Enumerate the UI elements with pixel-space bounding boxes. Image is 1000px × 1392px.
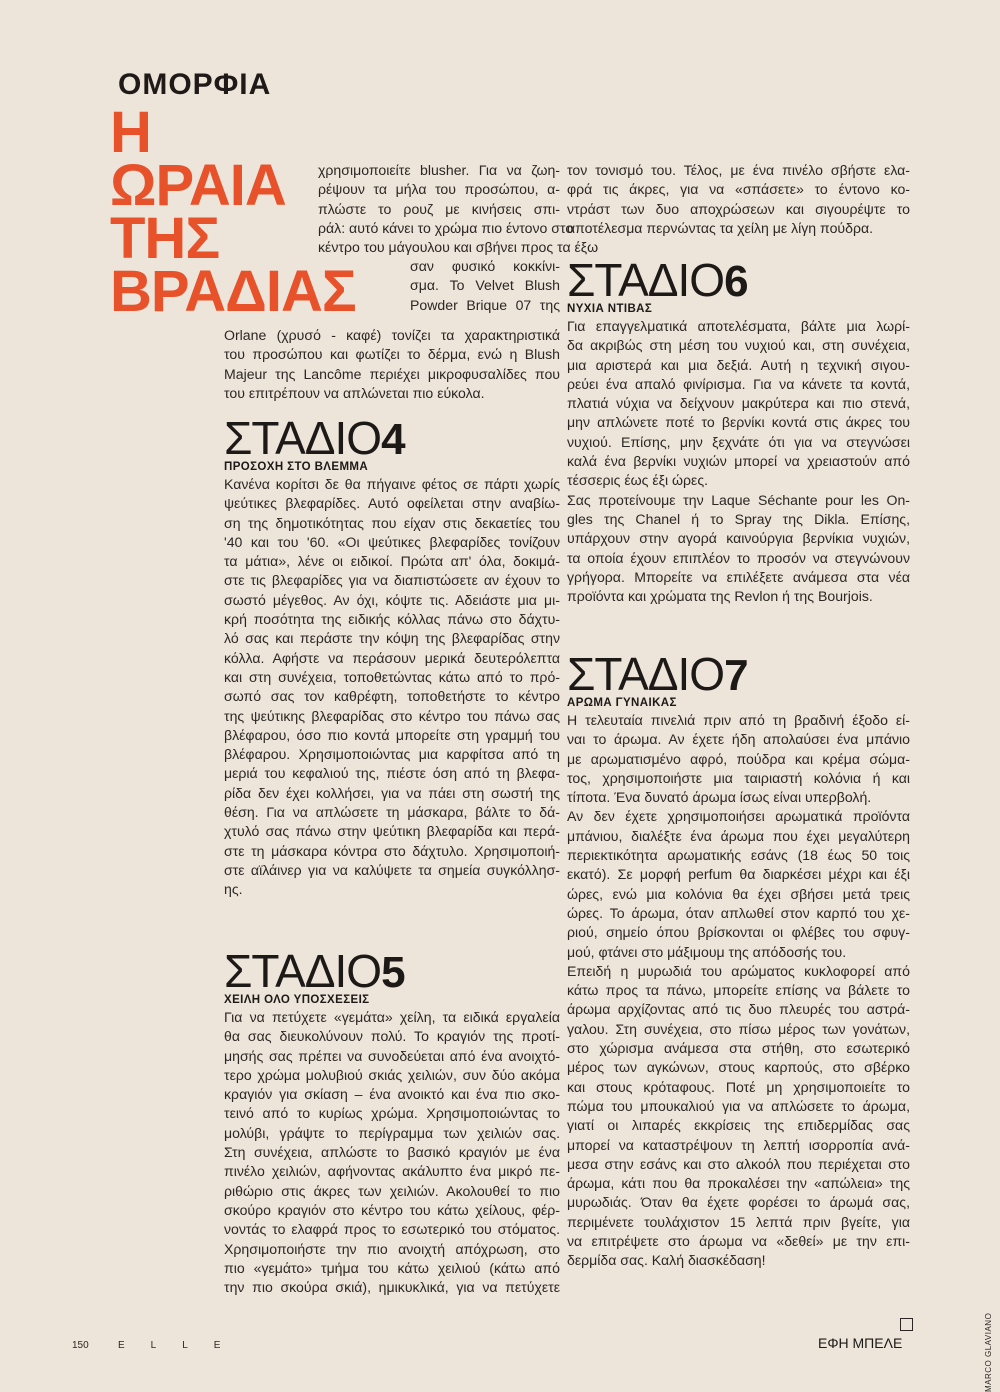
text-line: μησής σας πρέπει να συνοδεύεται από ένα ανοιχτό- (224, 1047, 560, 1064)
stage6-subtitle: ΝΥΧΙΑ ΝΤΙΒΑΣ (567, 303, 653, 315)
stage5-word: ΣΤΑΔΙΟ (224, 945, 382, 997)
text-line: ριού, σημείο όπου βρίσκονται οι φλέβες του σφυγ- (567, 924, 910, 941)
text-line: μολύβι, γράψτε το περίγραμμα των χειλιών σας. (224, 1124, 560, 1141)
text-line: πώμα του μπουκαλιού για να απλώσετε το άρωμα, (567, 1097, 910, 1114)
text-line: δερμίδα σας. Καλή διασκέδαση! (567, 1252, 766, 1269)
text-line: περιμένετε τουλάχιστον 15 λεπτά πριν βγείτε, για (567, 1213, 910, 1230)
photo-credit: MARCO GLAVIANO (984, 1312, 993, 1392)
text-line: στε τις βλεφαρίδες για να διαπιστώσετε αν έχουν το (224, 572, 560, 589)
text-line: τερο χρώμα μολυβιού σκιάς χειλιών, συν δύο ακόμα (224, 1066, 560, 1083)
text-line: στο χώρισμα ανάμεσα στα στήθη, στο εσωτερικό (567, 1040, 910, 1057)
stage5-number: 5 (381, 948, 406, 997)
text-line: σαν φυσικό κοκκίνι- (410, 258, 560, 274)
text-line: Για να πετύχετε «γεμάτα» χείλη, τα ειδικά εργαλεία (224, 1009, 560, 1025)
text-line: στε τη μάσκαρα κόντρα στο δάχτυλο. Χρησιμοποιή- (224, 842, 560, 859)
text-line: να επιτρέψετε στο άρωμα να «δεθεί» με την επι- (567, 1233, 910, 1250)
text-line: ρίδα δεν έχει κολλήσει, για να πάει στη σωστή της (224, 784, 560, 801)
text-line: υπάρχουν στην αγορά καινούργια βερνίκια νυχιών, (567, 530, 910, 547)
text-line: θέση. Για να απλώσετε τη μάσκαρα, βάλτε το δά- (224, 804, 560, 821)
text-line: τεινό από το κυρίως χρώμα. Χρησιμοποιώντας το (224, 1105, 560, 1122)
text-line: νοντάς το ελαφρά προς το εσωτερικό του στόματος. (224, 1221, 560, 1238)
text-line: βλέφαρου, όσο πιο κοντά μπορείτε στη γραμμή του (224, 726, 560, 743)
text-line: και στους κρόταφους. Ποτέ μη χρησιμοποιείτε το (567, 1078, 910, 1095)
text-line: σωστό μέγεθος. Αν όχι, κόψτε τις. Αδειάστε μια μι- (224, 591, 560, 608)
stage6-heading (567, 254, 910, 306)
text-line: ρέψουν τα μήλα του προσώπου, α- (318, 181, 560, 198)
text-line: μού, φτάνει στο μάξιμουμ της απόδοσής του. (567, 943, 847, 960)
text-line: Χρησιμοποιήστε την πιο ανοιχτή απόχρωση, στο (224, 1240, 560, 1257)
stage5-heading (224, 945, 560, 997)
col1-intro-indent (410, 257, 560, 315)
col1-intro-lower (224, 326, 560, 403)
text-line: μια αριστερά και μια δεξιά. Αυτή η τεχνική σιγου- (567, 356, 910, 373)
text-line: Majeur της Lancôme περιέχει μικροφυσαλίδες που (224, 365, 560, 382)
text-line: και στη συνέχεια, τοποθετώντας κάτω από το πρό- (224, 668, 560, 685)
text-line: κέντρο του μάγουλου και σβήνει προς τα έξω (318, 239, 599, 256)
stage4-number: 4 (381, 415, 406, 464)
text-line: πλώστε το ρουζ με κινήσεις σπι- (318, 200, 560, 217)
headline-line-4: ΒΡΑΔΙΑΣ (110, 259, 356, 324)
text-line: στε αϊλάινερ για να καλύψετε τα σημεία συγκόλλησ- (224, 861, 560, 878)
stage7-word: ΣΤΑΔΙΟ (567, 648, 725, 700)
end-mark-icon (900, 1318, 913, 1331)
section-label: ΟΜΟΡΦΙΑ (118, 68, 272, 101)
stage6-section (567, 252, 910, 606)
text-line: ης. (224, 881, 243, 898)
text-line: της ψεύτικης βλεφαρίδας στο κέντρο του πάνω σας (224, 707, 560, 724)
text-line: κρή ποσότητα της ειδικής κόλλας πάνω στο δάχτυ- (224, 611, 560, 628)
text-line: μεσα στην εσάνς και στο αλκοόλ που περιέχεται στο (567, 1155, 910, 1172)
text-line: τος, χρησιμοποιήστε μια ταιριαστή κολόνια ή και (567, 769, 910, 786)
text-line: θα σας διευκολύνουν πολύ. Το κραγιόν της προτί- (224, 1028, 560, 1045)
text-line: την πιο σκούρα σκιά), ημικυκλικά, για να πετύχετε (224, 1279, 560, 1296)
stage4-word: ΣΤΑΔΙΟ (224, 412, 382, 464)
text-line: ση της δημοτικότητας που είχαν στις δεκαετίες του (224, 514, 560, 531)
text-line: γιατί οι λιπαρές εκκρίσεις της επιδερμίδας σας (567, 1117, 910, 1134)
text-line: προϊόντα και χρώματα της Revlon ή της Bourjois. (567, 588, 873, 605)
headline-line-2: ΩΡΑΙΑ (110, 153, 286, 218)
text-line: του προσώπου και φωτίζει το δέρμα, ενώ η Blush (224, 346, 560, 363)
stage7-subtitle: ΑΡΩΜΑ ΓΥΝΑΙΚΑΣ (567, 697, 677, 709)
text-line: gles της Chanel ή το Spray της Dikla. Επίσης, (567, 510, 910, 527)
text-line: άρωμα, κάτι που θα προκαλέσει την «απώλεια» της (567, 1175, 910, 1192)
text-line: Κανένα κορίτσι δε θα πήγαινε φέτος σε πάρτι χωρίς (224, 476, 560, 492)
text-line: μπορεί να καταστρέψουν τη λεπτή ισορροπία ανά- (567, 1136, 910, 1153)
text-line: περιεκτικότητα αρωματικής εσάνς (18 έως 50 τοις (567, 847, 910, 864)
text-line: χρησιμοποιείτε blusher. Για να ζωη- (318, 162, 560, 178)
col1-intro-upper (318, 161, 599, 257)
text-line: Orlane (χρυσό - καφέ) τονίζει τα χαρακτηριστικά (224, 327, 560, 343)
col2-intro (567, 161, 910, 238)
text-line: μπάνιου, διαλέξτε ένα άρωμα που έχει μεγαλύτερη (567, 827, 910, 844)
text-line: πιο «γεμάτο» τμήμα του κάτω χειλιού (κάτω από (224, 1259, 560, 1276)
text-line: άρωμα αρχίζοντας από τις δυο πλευρές του αστρά- (567, 1001, 910, 1018)
text-line: φρά τις άκρες, για να «σπάσετε» το έντονο κο- (567, 181, 910, 198)
text-line: λό σας και περάστε την κόψη της βλεφαρίδας στην (224, 630, 560, 647)
stage4-section (224, 410, 560, 900)
text-line: τέσσερις έως έξι ώρες. (567, 472, 709, 489)
text-line: σκούρο κραγιόν στο κέντρο του κάτω χείλους, φέρ- (224, 1201, 560, 1218)
text-line: χτυλό σας πάνω στην ψεύτικη βλεφαρίδα και περά- (224, 823, 560, 840)
text-line: πλατιά νύχια να δείχνουν μακρύτερα και πιο στενά, (567, 395, 910, 412)
text-line: κόλλα. Αφήστε να περάσουν μερικά δευτερόλεπτα (224, 649, 560, 666)
text-line: τα οποία έχουν επιπλέον το προσόν να στεγνώνουν (567, 549, 910, 566)
stage7-section (567, 646, 910, 1271)
text-line: Αν δεν έχετε χρησιμοποιήσει αρωματικά προϊόντα (567, 808, 910, 825)
stage6-word: ΣΤΑΔΙΟ (567, 254, 725, 306)
text-line: κάτω προς τα πάνω, μπορείτε επίσης να βάλετε το (567, 982, 910, 999)
text-line: ριθώριο στις άκρες των χειλιών. Ακολουθεί το πιο (224, 1182, 560, 1199)
text-line: Στη συνέχεια, απλώστε το βασικό κραγιόν με ένα (224, 1144, 560, 1161)
text-line: '40 και του '60. «Οι ψεύτικες βλεφαρίδες τονίζουν (224, 533, 560, 550)
text-line: Επειδή η μυρωδιά του αρώματος κυκλοφορεί από (567, 962, 910, 979)
author-byline: ΕΦΗ ΜΠΕΛΕ (818, 1335, 903, 1351)
text-line: ψεύτικες βλεφαρίδες. Αυτό οφείλεται στην αναβίω- (224, 495, 560, 512)
text-line: καλά ένα βερνίκι νυχιών μπορεί να χρειαστούν από (567, 453, 910, 470)
text-line: πινέλο χειλιών, αφήνοντας ακάλυπτο ένα μικρό πε- (224, 1163, 560, 1180)
text-line: μεριά του κεφαλιού της, πιέστε όση από τη βλεφα- (224, 765, 560, 782)
stage7-number: 7 (724, 651, 749, 700)
stage4-subtitle: ΠΡΟΣΟΧΗ ΣΤΟ ΒΛΕΜΜΑ (224, 461, 369, 473)
text-line: με αρωματισμένο αφρό, πούδρα και κρέμα σώμα- (567, 750, 910, 767)
text-line: μυρωδιάς. Όταν θα έχετε φορέσει το άρωμά σας, (567, 1194, 910, 1211)
text-line: γαλου. Στη συνέχεια, στο πίσω μέρος των γονάτων, (567, 1020, 910, 1037)
stage7-heading (567, 648, 910, 700)
text-line: ρεύει ένα απαλό φινίρισμα. Για να κάνετε τα κοντά, (567, 375, 910, 392)
stage5-section (224, 943, 560, 1297)
text-line: σμα. Το Velvet Blush (410, 277, 560, 294)
text-line: Η τελευταία πινελιά πριν από τη βραδινή έξοδο εί- (567, 712, 910, 728)
headline-line-3: ΤΗΣ (110, 206, 220, 271)
text-line: αποτέλεσμα περνώντας τα χείλη με λίγη πούδρα. (567, 219, 874, 236)
text-line: βλέφαρου. Χρησιμοποιώντας μια καρφίτσα από τη (224, 746, 560, 763)
text-line: ώρες, ενώ μια κολόνια θα έχει σβήσει μετά τρεις (567, 885, 910, 902)
text-line: Για επαγγελματικά αποτελέσματα, βάλτε μια λωρί- (567, 318, 910, 334)
text-line: εκατό). Σε μορφή perfum θα διαρκέσει μέχρι και έξι (567, 866, 910, 883)
stage4-heading (224, 412, 560, 464)
stage6-number: 6 (724, 257, 749, 306)
text-line: του επιτρέπουν να απλώνεται πιο εύκολα. (224, 384, 485, 401)
text-line: ώρες. Το άρωμα, όταν απλωθεί στον καρπό του χε- (567, 904, 910, 921)
text-line: μέρος των αγκώνων, στους καρπούς, στο σβέρκο (567, 1059, 910, 1076)
text-line: τον τονισμό του. Τέλος, με ένα πινέλο σβήστε ελα- (567, 162, 910, 178)
text-line: σωπό σας τον καθρέφτη, τοποθετήστε το κέντρο (224, 688, 560, 705)
text-line: γρήγορα. Μπορείτε να επιλέξετε ανάμεσα στα νέα (567, 568, 910, 585)
headline-line-1: Η (110, 100, 151, 165)
text-line: τίποτα. Ένα δυνατό άρωμα ίσως είναι υπερβολή. (567, 789, 872, 806)
stage5-subtitle: ΧΕΙΛΗ ΟΛΟ ΥΠΟΣΧΕΣΕΙΣ (224, 994, 370, 1006)
page-number: 150 (72, 1340, 89, 1351)
text-line: τα μάτια», λένε οι ειδικοί. Πρώτα απ' όλα, δοκιμά- (224, 553, 560, 570)
text-line: ράλ: αυτό κάνει το χρώμα πιο έντονο στο (318, 219, 574, 236)
magazine-name: ELLE (118, 1340, 247, 1351)
text-line: Powder Brique 07 της (410, 296, 560, 313)
text-line: Σας προτείνουμε την Laque Séchante pour les On- (567, 491, 910, 508)
text-line: νυχιού. Επίσης, μην ξεχνάτε ότι για να στεγνώσει (567, 433, 910, 450)
text-line: κραγιόν για σκίαση – ένα ανοικτό και ένα πιο σκο- (224, 1086, 560, 1103)
text-line: ναι το άρωμα. Αν έχετε ήδη απολαύσει ένα μπάνιο (567, 731, 910, 748)
text-line: δα ακριβώς στη μέση του νυχιού και, στη συνέχεια, (567, 337, 910, 354)
text-line: ντράστ των δυο αποχρώσεων και σιγουρέψτε το (567, 200, 910, 217)
text-line: μην απλώνετε ποτέ το βερνίκι κοντά στις άκρες του (567, 414, 910, 431)
